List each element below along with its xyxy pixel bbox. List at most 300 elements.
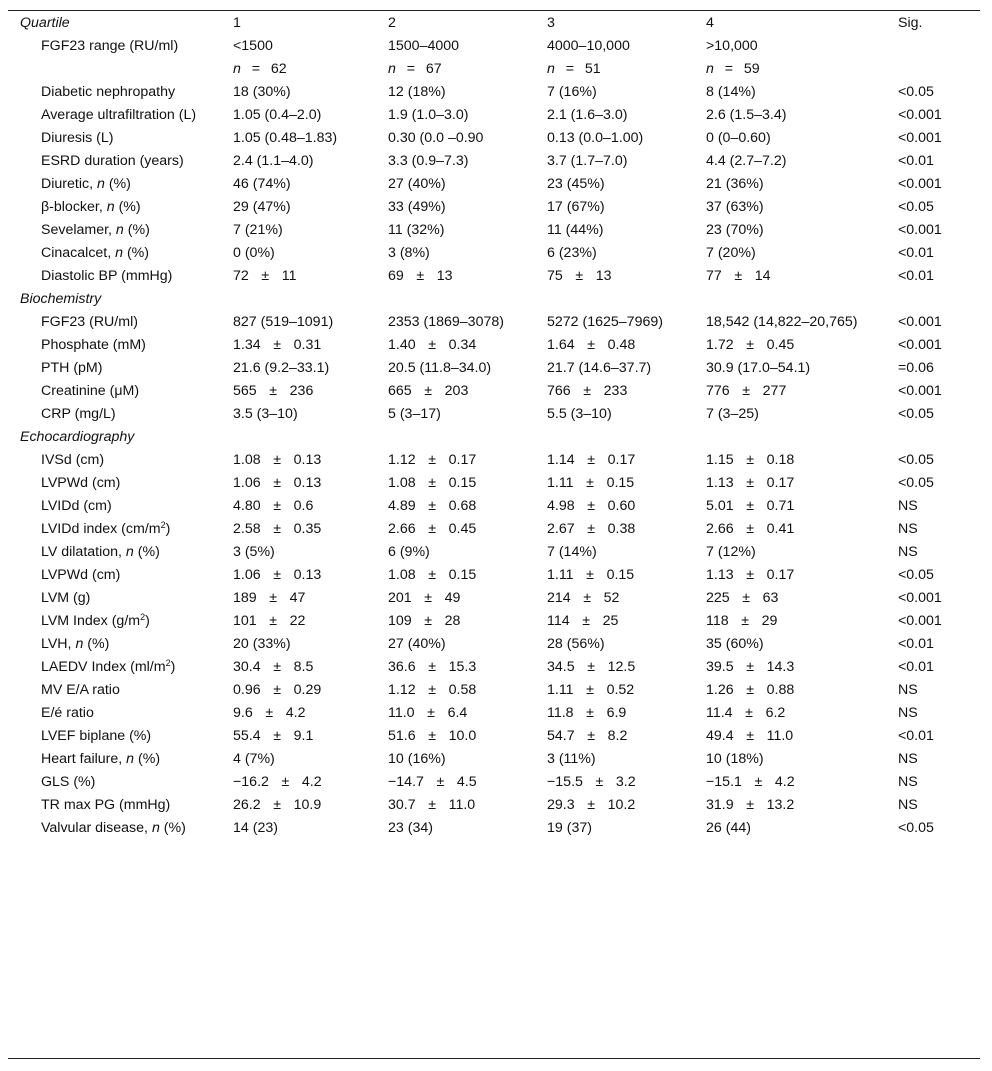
row-label	[8, 219, 233, 242]
plus-minus: ±	[416, 268, 425, 284]
label-text: IVSd (cm)	[41, 452, 105, 468]
cell-q3	[547, 311, 706, 334]
sig-value: <0.001	[898, 314, 942, 330]
cell-sd: 0.48	[607, 337, 636, 353]
label-text: LVIDd index (cm/m	[41, 521, 161, 537]
cell-mean: 26.2	[233, 797, 261, 813]
cell-mean: 54.7	[547, 728, 575, 744]
cell-value: 7 (16%)	[547, 84, 597, 100]
label-tail: (%)	[83, 636, 110, 652]
plus-minus: ±	[586, 682, 594, 698]
cell-value: 20.5 (11.8–34.0)	[388, 360, 492, 376]
plus-minus: ±	[754, 774, 763, 790]
cell-sig	[898, 656, 980, 679]
cell-q2	[388, 81, 547, 104]
cell-value: 3.7 (1.7–7.0)	[547, 153, 628, 169]
plus-minus: ±	[746, 452, 755, 468]
cell-sig	[898, 81, 980, 104]
plus-minus: ±	[265, 705, 274, 721]
cell-value: 23 (34)	[388, 820, 433, 836]
label-text: Creatinine (μM)	[41, 383, 140, 399]
cell-mean: 51.6	[388, 728, 416, 744]
cell-q2	[388, 357, 547, 380]
label-tail: (%)	[133, 544, 160, 560]
cell-q1	[233, 817, 388, 840]
label-text: TR max PG (mmHg)	[41, 797, 171, 813]
cell-sd: 0.60	[607, 498, 636, 514]
cell-sig	[898, 748, 980, 771]
cell-sd: 236	[289, 383, 314, 399]
cell-value: 6 (23%)	[547, 245, 597, 261]
row-label	[8, 725, 233, 748]
plus-minus: ±	[273, 475, 282, 491]
cell-q4	[706, 311, 898, 334]
cell-q1	[233, 587, 388, 610]
cell-q4	[706, 449, 898, 472]
cell-value: 18,542 (14,822–20,765)	[706, 314, 858, 330]
equals-sign: =	[406, 61, 416, 77]
cell-q1	[233, 219, 388, 242]
cell-value: 19 (37)	[547, 820, 592, 836]
cell-q2	[388, 449, 547, 472]
cell-q2	[388, 656, 547, 679]
row-label	[8, 817, 233, 840]
table-row	[8, 541, 980, 564]
cell-value: 3.3 (0.9–7.3)	[388, 153, 469, 169]
cell-mean: 1.72	[706, 337, 734, 353]
cell-value: 17 (67%)	[547, 199, 605, 215]
cell-sig	[898, 449, 980, 472]
sig-value: NS	[898, 498, 918, 514]
row-label: FGF23 range (RU/ml)	[41, 38, 179, 54]
cell-q4	[706, 196, 898, 219]
cell-sd: 13.2	[766, 797, 795, 813]
plus-minus: ±	[746, 728, 755, 744]
label-tail: (%)	[114, 199, 141, 215]
cell-sd: 10.9	[293, 797, 322, 813]
cell-value: 7 (21%)	[233, 222, 283, 238]
cell-q3	[547, 748, 706, 771]
plus-minus: ±	[273, 452, 282, 468]
cell-mean: 30.7	[388, 797, 416, 813]
cell-sd: 11.0	[448, 797, 476, 813]
cell-mean: 11.8	[547, 705, 574, 721]
cell-q4	[706, 104, 898, 127]
cell-value: 3 (5%)	[233, 544, 275, 560]
cell-value: 30.9 (17.0–54.1)	[706, 360, 811, 376]
cell-mean: 39.5	[706, 659, 734, 675]
label-tail: (%)	[159, 820, 186, 836]
cell-mean: 1.08	[233, 452, 261, 468]
cell-sig	[898, 725, 980, 748]
row-label	[8, 334, 233, 357]
range-q1: <1500	[233, 38, 273, 54]
cell-q1	[233, 265, 388, 288]
row-label	[8, 633, 233, 656]
cell-q1	[233, 794, 388, 817]
cell-q1	[233, 725, 388, 748]
plus-minus: ±	[273, 728, 282, 744]
plus-minus: ±	[595, 774, 604, 790]
cell-q2	[388, 173, 547, 196]
sig-value: NS	[898, 544, 918, 560]
header-sig: Sig.	[898, 15, 923, 31]
cell-mean: 225	[706, 590, 730, 606]
cell-mean: 36.6	[388, 659, 416, 675]
cell-value: 0.30 (0.0 –0.90	[388, 130, 484, 146]
n-value: 59	[743, 61, 760, 77]
cell-value: 6 (9%)	[388, 544, 430, 560]
plus-minus: ±	[746, 337, 755, 353]
cell-sd: 233	[603, 383, 628, 399]
cell-sd: 49	[444, 590, 461, 606]
cell-q3	[547, 127, 706, 150]
table-row	[8, 380, 980, 403]
cell-q4	[706, 81, 898, 104]
cell-q1	[233, 679, 388, 702]
plus-minus: ±	[586, 475, 594, 491]
plus-minus: ±	[427, 705, 435, 721]
cell-mean: 4.80	[233, 498, 261, 514]
plus-minus: ±	[424, 613, 433, 629]
cell-mean: 1.12	[388, 452, 416, 468]
cell-value: 26 (44)	[706, 820, 751, 836]
plus-minus: ±	[583, 383, 592, 399]
label-text: Diastolic BP (mmHg)	[41, 268, 173, 284]
table-row	[8, 219, 980, 242]
label-tail: )	[165, 521, 171, 537]
cell-sd: 52	[603, 590, 620, 606]
n-q3	[547, 58, 706, 81]
cell-q2	[388, 265, 547, 288]
n-symbol: n	[233, 61, 241, 77]
plus-minus: ±	[436, 774, 445, 790]
sig-value: <0.05	[898, 567, 934, 583]
cell-mean: 2.66	[388, 521, 416, 537]
cell-q1	[233, 242, 388, 265]
table-row	[8, 702, 980, 725]
sig-value: NS	[898, 705, 918, 721]
cell-sd: 25	[602, 613, 619, 629]
cell-mean: 1.11	[547, 567, 574, 583]
cell-q1	[233, 104, 388, 127]
row-label	[8, 449, 233, 472]
header-q4: 4	[706, 15, 714, 31]
plus-minus: ±	[583, 590, 592, 606]
cell-value: 7 (14%)	[547, 544, 597, 560]
table-row	[8, 150, 980, 173]
cell-q2	[388, 127, 547, 150]
cell-q4	[706, 817, 898, 840]
sig-value: <0.001	[898, 590, 942, 606]
cell-value: 7 (20%)	[706, 245, 756, 261]
label-text: MV E/A ratio	[41, 682, 120, 698]
sig-value: <0.05	[898, 475, 934, 491]
plus-minus: ±	[273, 521, 282, 537]
cell-value: 11 (32%)	[388, 222, 445, 238]
plus-minus: ±	[586, 567, 594, 583]
cell-mean: −14.7	[388, 774, 424, 790]
n-symbol: n	[388, 61, 396, 77]
cell-q2	[388, 334, 547, 357]
cell-sd: 0.31	[293, 337, 322, 353]
cell-q1	[233, 633, 388, 656]
label-text: LVEF biplane (%)	[41, 728, 152, 744]
cell-sd: 0.6	[293, 498, 314, 514]
cell-q2	[388, 771, 547, 794]
label-text: PTH (pM)	[41, 360, 103, 376]
cell-sig	[898, 334, 980, 357]
cell-sd: 0.34	[448, 337, 477, 353]
cell-mean: 201	[388, 590, 412, 606]
cell-q1	[233, 748, 388, 771]
plus-minus: ±	[575, 268, 584, 284]
plus-minus: ±	[281, 774, 290, 790]
row-label	[8, 771, 233, 794]
table-row	[8, 610, 980, 633]
sig-value: NS	[898, 797, 918, 813]
row-label	[8, 357, 233, 380]
label-text: LVPWd (cm)	[41, 475, 121, 491]
cell-q3	[547, 817, 706, 840]
cell-sig	[898, 541, 980, 564]
sig-value: <0.001	[898, 176, 942, 192]
label-text: GLS (%)	[41, 774, 96, 790]
cell-sd: 277	[762, 383, 787, 399]
label-text: LVIDd (cm)	[41, 498, 112, 514]
cell-sd: 6.4	[447, 705, 468, 721]
cell-mean: 11.4	[706, 705, 733, 721]
cell-q4	[706, 587, 898, 610]
label-n: n	[125, 544, 134, 560]
cell-mean: 75	[547, 268, 563, 284]
cell-value: 4 (7%)	[233, 751, 275, 767]
n-value: 51	[584, 61, 601, 77]
label-text: Phosphate (mM)	[41, 337, 146, 353]
cell-q4	[706, 357, 898, 380]
row-label	[8, 495, 233, 518]
cell-q1	[233, 564, 388, 587]
cell-sd: 14	[754, 268, 771, 284]
row-label	[8, 81, 233, 104]
row-label	[8, 242, 233, 265]
plus-minus: ±	[428, 728, 437, 744]
cell-sd: 22	[289, 613, 306, 629]
cell-sig	[898, 403, 980, 426]
cell-sig	[898, 495, 980, 518]
cell-sd: 3.2	[615, 774, 636, 790]
plus-minus: ±	[424, 590, 433, 606]
cell-q4	[706, 495, 898, 518]
cell-sd: 0.17	[766, 567, 795, 583]
cell-mean: 101	[233, 613, 257, 629]
section-echocardiography	[8, 426, 980, 449]
cell-mean: 34.5	[547, 659, 575, 675]
cell-mean: 9.6	[233, 705, 253, 721]
plus-minus: ±	[424, 383, 433, 399]
cell-sig	[898, 104, 980, 127]
cell-value: 46 (74%)	[233, 176, 291, 192]
sig-value: =0.06	[898, 360, 934, 376]
cell-q3	[547, 242, 706, 265]
cell-sd: 9.1	[293, 728, 314, 744]
cell-q3	[547, 656, 706, 679]
section-label: Biochemistry	[20, 291, 102, 307]
cell-sd: 12.5	[607, 659, 636, 675]
cell-sd: 6.9	[606, 705, 627, 721]
cell-q4	[706, 794, 898, 817]
label-text: CRP (mg/L)	[41, 406, 116, 422]
cell-q2	[388, 219, 547, 242]
cell-q4	[706, 748, 898, 771]
plus-minus: ±	[587, 728, 596, 744]
plus-minus: ±	[746, 475, 755, 491]
cell-sd: 0.71	[766, 498, 795, 514]
table-row	[8, 817, 980, 840]
table-row	[8, 656, 980, 679]
table-row	[8, 265, 980, 288]
plus-minus: ±	[428, 521, 437, 537]
row-label	[8, 380, 233, 403]
table-row	[8, 196, 980, 219]
cell-mean: 4.89	[388, 498, 416, 514]
cell-sd: 63	[762, 590, 779, 606]
row-label	[8, 541, 233, 564]
cell-q1	[233, 196, 388, 219]
cell-value: 5.5 (3–10)	[547, 406, 612, 422]
cell-mean: 766	[547, 383, 571, 399]
header-row	[8, 11, 980, 35]
cell-sig	[898, 265, 980, 288]
table-row	[8, 173, 980, 196]
cell-mean: 72	[233, 268, 249, 284]
cell-value: 11 (44%)	[547, 222, 604, 238]
bottom-rule	[8, 1058, 980, 1059]
cell-sd: 8.2	[607, 728, 628, 744]
cell-mean: 5.01	[706, 498, 734, 514]
cell-sd: 15.3	[448, 659, 477, 675]
cell-q1	[233, 518, 388, 541]
cell-sd: 10.2	[607, 797, 636, 813]
plus-minus: ±	[428, 498, 437, 514]
cell-value: 3.5 (3–10)	[233, 406, 298, 422]
cell-sd: 11.0	[766, 728, 794, 744]
cell-sd: 8.5	[293, 659, 314, 675]
n-row	[8, 58, 980, 81]
cell-q1	[233, 380, 388, 403]
cell-q1	[233, 311, 388, 334]
cell-mean: 1.06	[233, 475, 261, 491]
label-text: ESRD duration (years)	[41, 153, 184, 169]
cell-sd: 4.2	[774, 774, 795, 790]
plus-minus: ±	[269, 590, 278, 606]
label-text: LV dilatation,	[41, 544, 126, 560]
sig-value: <0.05	[898, 199, 934, 215]
label-n: n	[106, 199, 115, 215]
cell-q3	[547, 725, 706, 748]
label-text: LVM Index (g/m	[41, 613, 141, 629]
cell-value: 4.4 (2.7–7.2)	[706, 153, 787, 169]
cell-value: 0 (0%)	[233, 245, 275, 261]
cell-q3	[547, 449, 706, 472]
equals-sign: =	[565, 61, 575, 77]
plus-minus: ±	[269, 613, 278, 629]
cell-q4	[706, 725, 898, 748]
cell-q2	[388, 472, 547, 495]
cell-mean: −16.2	[233, 774, 269, 790]
plus-minus: ±	[587, 337, 596, 353]
label-tail: )	[145, 613, 150, 629]
cell-value: 1.05 (0.4–2.0)	[233, 107, 322, 123]
row-label	[8, 127, 233, 150]
table-row	[8, 564, 980, 587]
cell-value: 7 (3–25)	[706, 406, 759, 422]
cell-value: 21 (36%)	[706, 176, 764, 192]
label-n: n	[126, 751, 135, 767]
cell-q3	[547, 380, 706, 403]
equals-sign: =	[724, 61, 734, 77]
cell-sd: 0.45	[766, 337, 795, 353]
cell-mean: 2.67	[547, 521, 575, 537]
table-row	[8, 771, 980, 794]
cell-value: 23 (70%)	[706, 222, 764, 238]
sig-value: <0.01	[898, 268, 934, 284]
sig-value: NS	[898, 521, 918, 537]
sig-value: <0.01	[898, 153, 934, 169]
plus-minus: ±	[273, 498, 282, 514]
label-text: β-blocker,	[41, 199, 107, 215]
cell-sd: 6.2	[765, 705, 786, 721]
cell-q3	[547, 81, 706, 104]
cell-q4	[706, 472, 898, 495]
plus-minus: ±	[587, 498, 596, 514]
row-label	[8, 610, 233, 633]
cell-value: 21.7 (14.6–37.7)	[547, 360, 652, 376]
cell-value: 0 (0–0.60)	[706, 130, 771, 146]
cell-sd: 0.17	[766, 475, 795, 491]
table-row	[8, 794, 980, 817]
cell-value: 37 (63%)	[706, 199, 764, 215]
cell-q4	[706, 265, 898, 288]
row-label	[8, 104, 233, 127]
cell-q3	[547, 541, 706, 564]
cell-sd: 13	[436, 268, 453, 284]
empty-cell	[8, 58, 233, 81]
cell-mean: 11.0	[388, 705, 415, 721]
cell-sd: 14.3	[766, 659, 795, 675]
table-row	[8, 127, 980, 150]
cell-sig	[898, 817, 980, 840]
cell-sig	[898, 587, 980, 610]
plus-minus: ±	[261, 268, 270, 284]
cell-sig	[898, 679, 980, 702]
cell-mean: 1.14	[547, 452, 575, 468]
cell-value: 29 (47%)	[233, 199, 291, 215]
plus-minus: ±	[587, 521, 596, 537]
label-text: Heart failure,	[41, 751, 127, 767]
cell-mean: 1.12	[388, 682, 416, 698]
cell-q1	[233, 173, 388, 196]
cell-sd: 4.5	[456, 774, 477, 790]
cell-sig	[898, 150, 980, 173]
cell-value: 20 (33%)	[233, 636, 291, 652]
cell-sd: 0.38	[607, 521, 636, 537]
cell-mean: 1.40	[388, 337, 416, 353]
plus-minus: ±	[746, 521, 755, 537]
label-n: n	[75, 636, 84, 652]
cell-value: 2353 (1869–3078)	[388, 314, 504, 330]
section-biochemistry	[8, 288, 980, 311]
